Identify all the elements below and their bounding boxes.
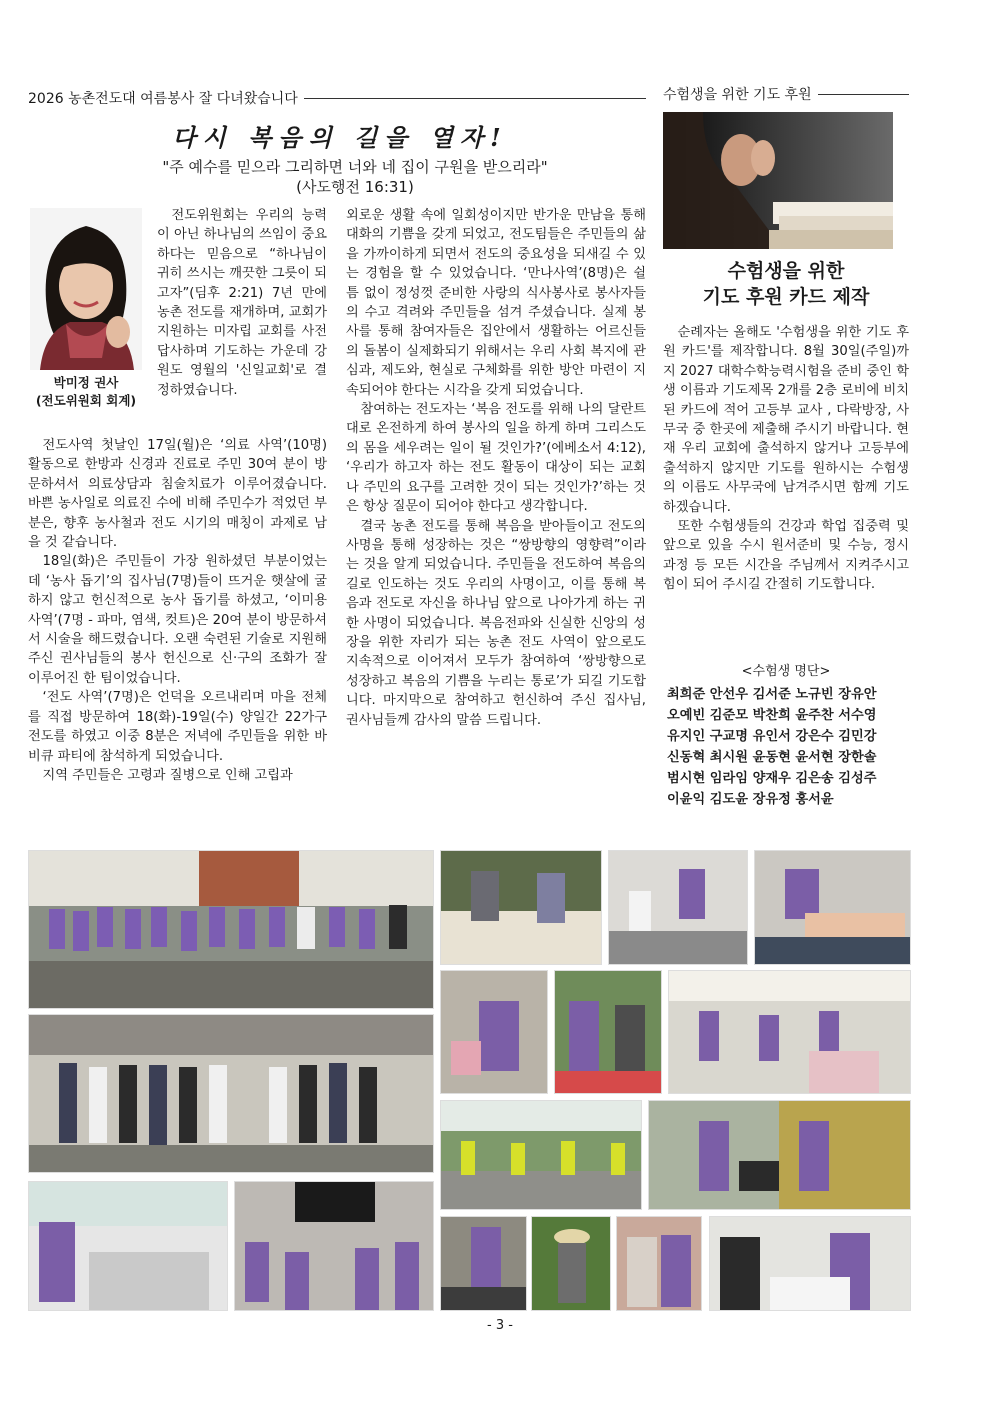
- activity-photo-8: [668, 970, 911, 1094]
- names-title: <수험생 명단>: [741, 664, 831, 679]
- activity-photo-6: [440, 970, 548, 1094]
- activity-photo-13: [440, 1216, 527, 1311]
- verse-line-1: "주 예수를 믿으라 그리하면 너와 네 집이 구원을 받으리라": [162, 158, 548, 176]
- author-name: 박미정 권사: [53, 375, 119, 390]
- verse-line-2: (사도행전 16:31): [296, 178, 414, 196]
- section-header-right-text: 수험생을 위한 기도 후원: [663, 87, 812, 103]
- activity-photo-2: [440, 850, 602, 965]
- student-names-list: [667, 684, 913, 810]
- article-col2: [346, 206, 646, 730]
- activity-photo-12: [234, 1181, 434, 1311]
- activity-photo-4: [754, 850, 911, 965]
- author-role: (전도위원회 회계): [35, 393, 137, 408]
- author-photo: [30, 208, 142, 370]
- page-number: - 3 -: [487, 1318, 513, 1333]
- sidebar-paragraph: 순례자는 올해도 '수험생을 위한 기도 후원 카드'를 제작합니다. 8월 30일(주일)까지 2027 대학수학능력시험을 준비 중인 학생 이름과 기도제목 2개를 2층 로비에 비치된 카드에 적어 고등부 교사 , 다락방장, 사무국 중 한곳에 제출해 주시기 바랍니다. 현재 우리 교회에 출석하지 않거나 고등부에 출석하지 않지만 기도를 원하시는 수험생의 이름도 사무국에 남겨주시면 함께 기도하겠습니다.: [663, 325, 909, 515]
- article-paragraph: 결국 농촌 전도를 통해 복음을 받아들이고 전도의 사명을 통해 성장하는 것은 “쌍방향의 영향력”이라는 것을 알게 되었습니다. 주민들을 전도하여 복음의 길로 인도하는 것도 우리의 사명이고, 이를 통해 복음과 전도로 자신을 하나님 앞으로 나아가게 하는 귀한 사명이 되었습니다. 복음전파와 신실한 신앙의 성장을 위한 자리가 되는 농촌 전도 사역이 앞으로도 지속적으로 이어져서 모두가 참여하여 ‘쌍방향으로 성장하고 복음의 기쁨을 누리는 통로’가 되길 기도합니다. 마지막으로 참여하고 헌신하여 주신 집사님, 권사님들께 감사의 말씀 드립니다.: [346, 518, 646, 728]
- section-header-left-text: 2026 농촌전도대 여름봉사 잘 다녀왔습니다: [28, 91, 298, 107]
- author-caption: [24, 374, 148, 410]
- article-paragraph: ‘전도 사역’(7명)은 언덕을 오르내리며 마을 전체를 직접 방문하여 18(화)-19일(수) 양일간 22가구 전도를 하였고 이중 8분은 저녁에 주민들을 위한 바비큐 파티에 참석하게 되었습니다.: [28, 690, 327, 764]
- names-row: 신동혁 최시원 윤동현 윤서현 장한솔: [667, 750, 877, 765]
- article-paragraph: 외로운 생활 속에 일회성이지만 반가운 만남을 통해 대화의 기쁨을 갖게 되었고, 전도팀들은 주민들의 삶을 가까이하게 되면서 전도의 중요성을 되새길 수 있는 경험을 할 수 있었습니다. ‘만나사역’(8명)은 쉴 틈 없이 정성껏 준비한 사랑의 식사봉사로 봉사자들의 수고 격려와 주민들을 섬겨 주셨습니다. 실제 봉사를 통해 참여자들은 집안에서 생활하는 어르신들의 돌봄이 실제화되기 위해서는 우리 사회 복지에 관심과, 제도와, 현실로 구체화를 위한 방안 마련이 지속되어야 한다는 시각을 갖게 되었습니다.: [346, 208, 646, 398]
- names-row: 범시현 임라임 양재우 김은송 김성주: [667, 771, 877, 786]
- activity-photo-15: [616, 1216, 702, 1311]
- article-headline: 다시 복음의 길을 열자!: [172, 123, 508, 152]
- activity-photo-11: [28, 1181, 228, 1311]
- article-paragraph: 지역 주민들은 고령과 질병으로 인해 고립과: [42, 767, 293, 783]
- sidebar-title-line2: 기도 후원 카드 제작: [702, 286, 870, 308]
- activity-photo-10: [648, 1100, 911, 1210]
- header-rule-right: [818, 94, 909, 95]
- sidebar-title-line1: 수험생을 위한: [727, 260, 845, 282]
- article-paragraph: 전도사역 첫날인 17일(월)은 ‘의료 사역’(10명) 활동으로 한방과 신경과 진료로 주민 30여 분이 방문하셔서 의료상담과 침술치료가 이루어졌습니다. 바쁜 농사일로 의료진 수에 비해 주민수가 적었던 부분은, 향후 농사철과 전도 시기의 매칭이 과제로 남을 것 같습니다.: [28, 438, 327, 551]
- group-photo-5: [28, 1014, 434, 1173]
- prayer-photo: [663, 112, 893, 249]
- activity-photo-3: [608, 850, 748, 965]
- activity-photo-14: [531, 1216, 611, 1311]
- names-row: 이윤익 김도윤 장유정 홍서윤: [667, 792, 834, 807]
- names-row: 최희준 안선우 김서준 노규빈 장유안: [667, 687, 877, 702]
- article-paragraph: 전도위원회는 우리의 능력이 아닌 하나님의 쓰임이 중요하다는 믿음으로 “하나님이 귀히 쓰시는 깨끗한 그릇이 되고자”(딤후 2:21) 7년 만에 농촌 전도를 재개하며, 교회가 지원하는 미자립 교회를 사전 답사하며 기도하는 가운데 강원도 영월의 '신일교회'로 결정하였습니다.: [157, 208, 327, 398]
- article-paragraph: 18일(화)은 주민들이 가장 원하셨던 부분이었는데 ‘농사 돕기’의 집사님(7명)들이 뜨거운 햇살에 굴하지 않고 헌신적으로 농사 돕기를 하셨고, ‘이미용 사역’(7명 - 파마, 염색, 컷트)은 20여 분이 방문하셔서 시술을 해드렸습니다. 오랜 숙련된 기술로 지원해 주신 권사님들의 봉사 헌신으로 신·구의 조화가 잘 이루어진 한 팀이었습니다.: [28, 554, 327, 686]
- group-photo-1: [28, 850, 434, 1009]
- names-row: 오예빈 김준모 박찬희 윤주찬 서수영: [667, 708, 877, 723]
- names-row: 유지인 구교명 유인서 강은수 김민강: [667, 729, 877, 744]
- scripture-verse: [90, 157, 620, 197]
- activity-photo-16: [709, 1216, 911, 1311]
- sidebar-title: [663, 258, 909, 310]
- sidebar-paragraph: 또한 수험생들의 건강과 학업 집중력 및 앞으로 있을 수시 원서준비 및 수능, 정시 과정 등 모든 시간을 주님께서 지켜주시고 힘이 되어 주시길 간절히 기도합니다.: [663, 519, 909, 593]
- sidebar-body: [663, 323, 909, 595]
- activity-photo-7: [554, 970, 662, 1094]
- activity-photo-9: [440, 1100, 642, 1210]
- header-rule: [304, 98, 646, 99]
- section-header-right: [663, 84, 909, 104]
- section-header-left: [28, 88, 646, 108]
- article-col1-intro: [157, 206, 327, 400]
- article-col1: [28, 436, 327, 785]
- article-paragraph: 참여하는 전도자는 ‘복음 전도를 위해 나의 달란트대로 온전하게 하여 봉사의 일을 하게 하며 그리스도의 몸을 세우려는 일이 될 것인가?’(에베소서 4:12), ‘우리가 하고자 하는 전도 활동이 대상이 되는 교회나 주민의 요구를 고려한 것이 되는 것인가?’하는 것은 항상 질문이 되어야 한다고 생각합니다.: [346, 402, 646, 515]
